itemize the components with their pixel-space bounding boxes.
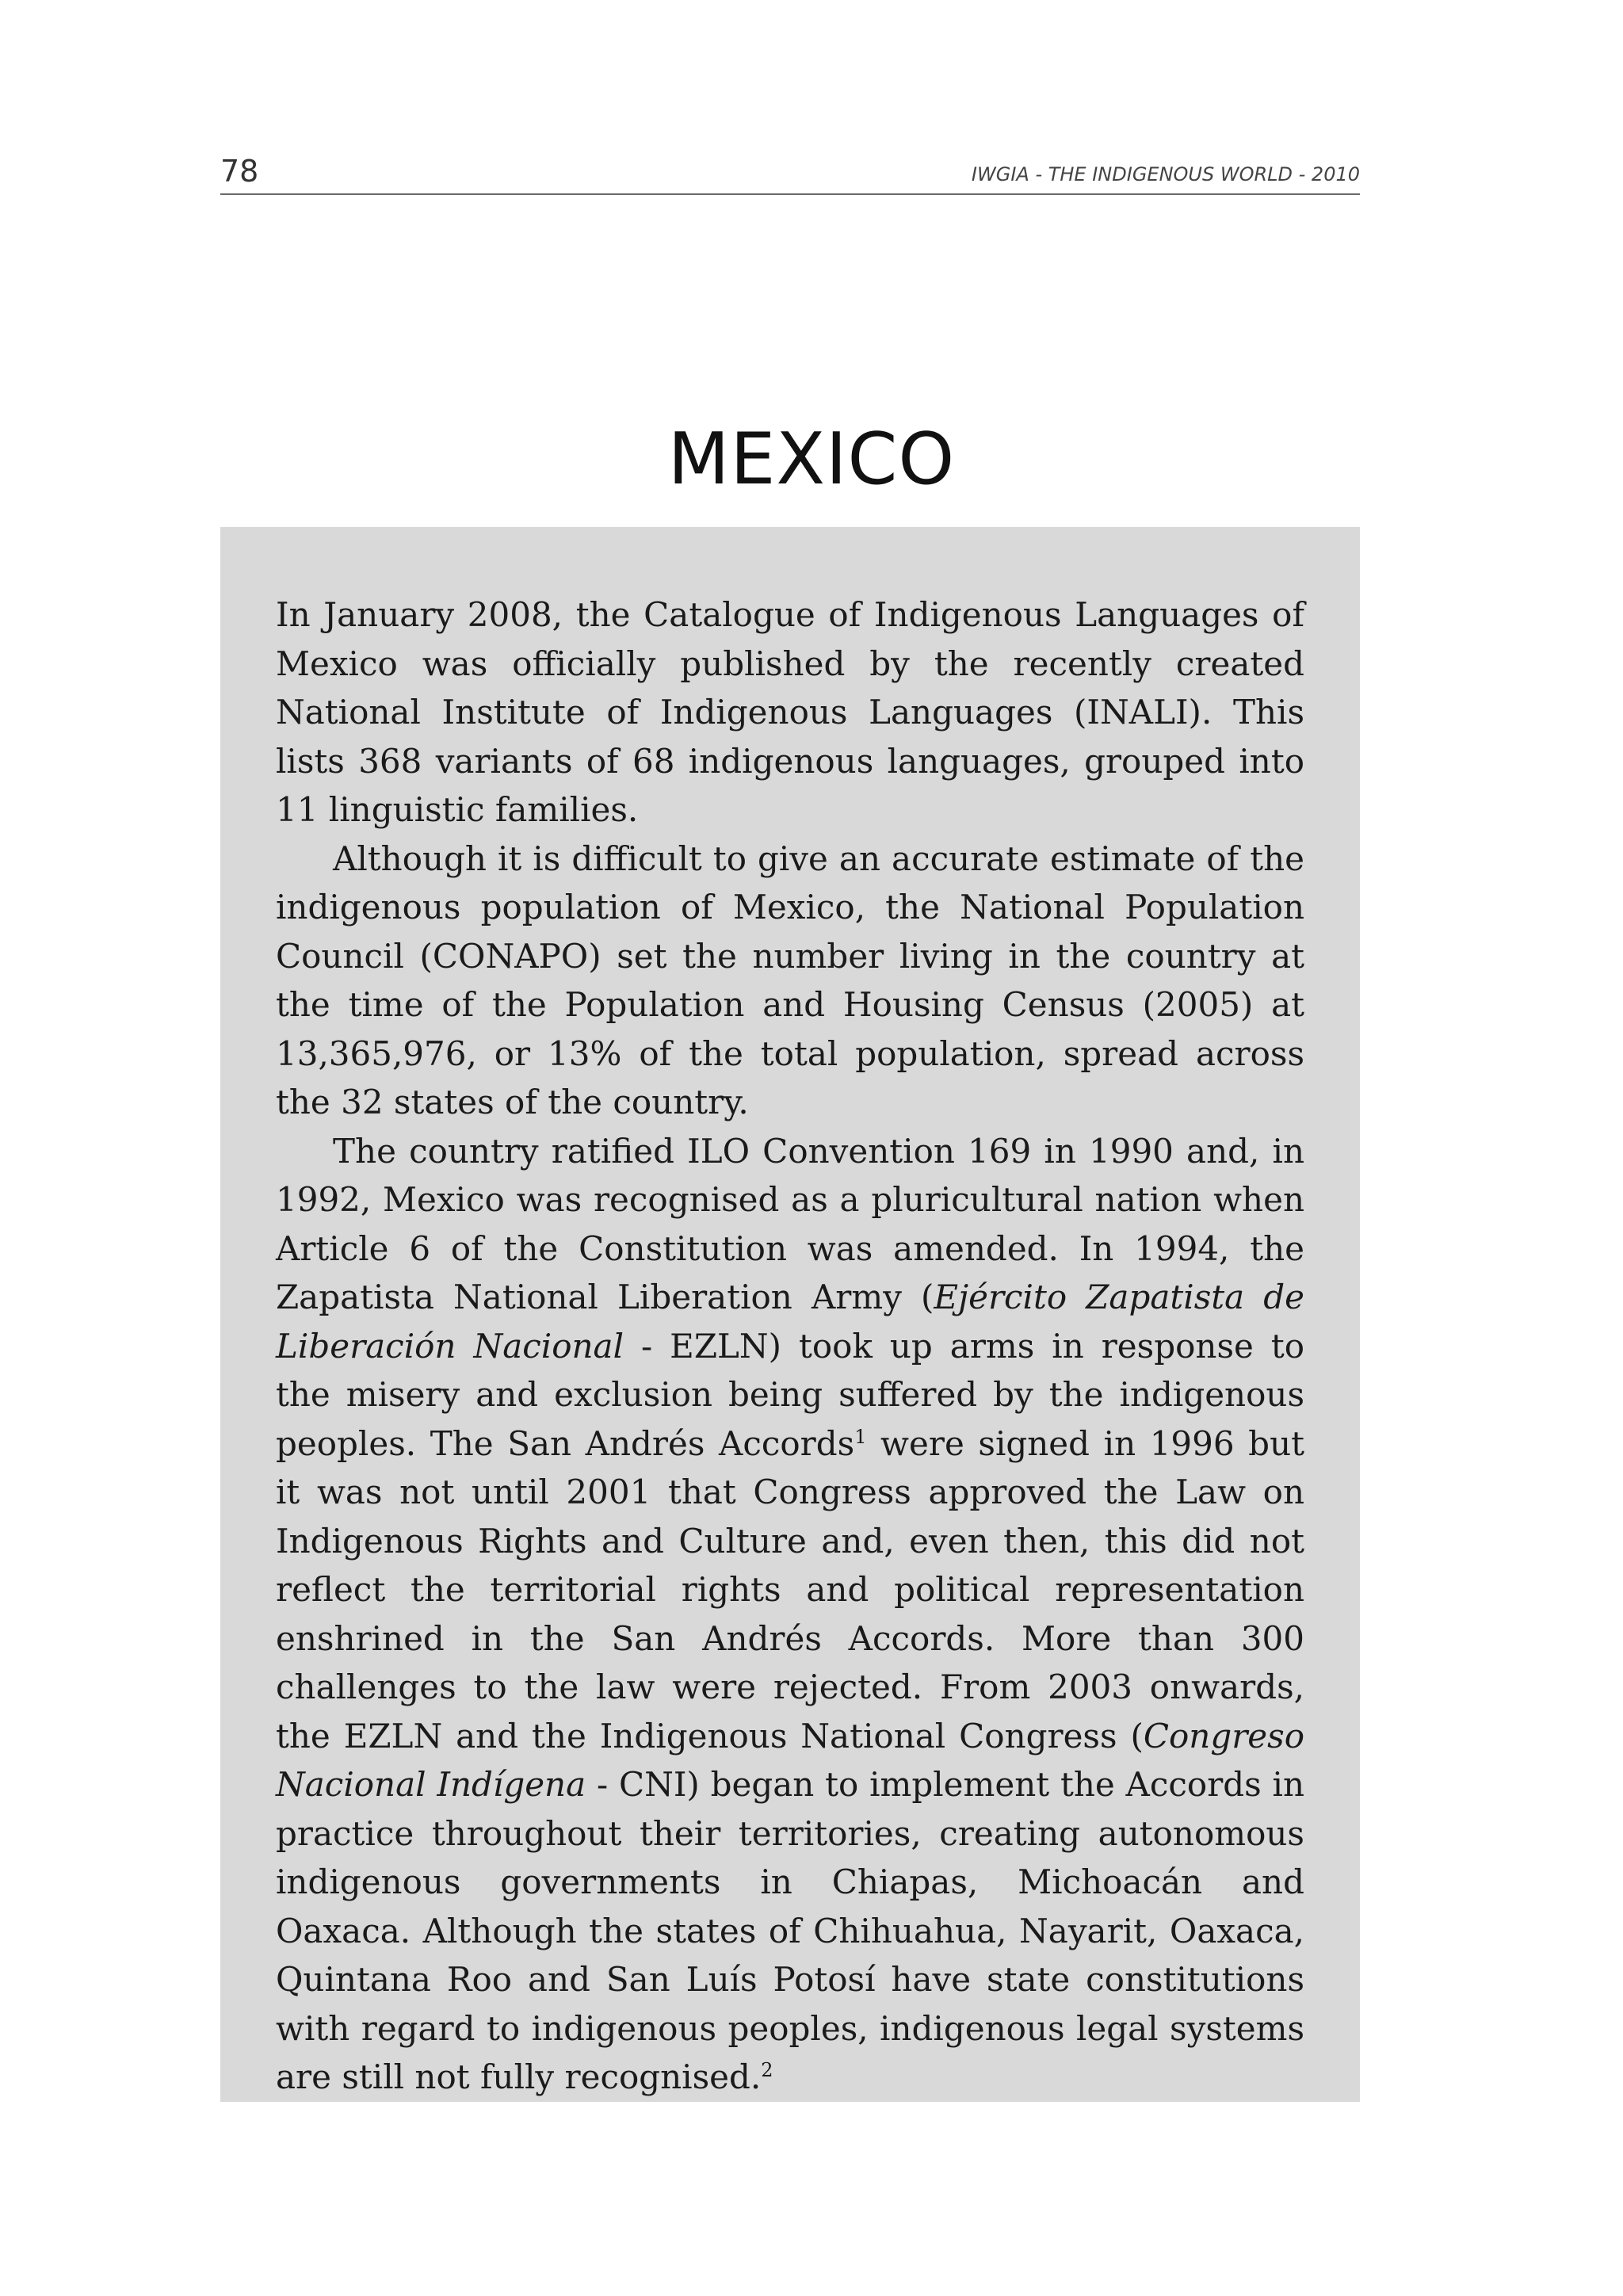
paragraph-3-text-4: - CNI) began to implement the Accords in practice throughout their territories, creating autonomous indigenous governments in Chiapas, Michoacán and Oaxaca. Although the states of Chihuahua, Nayarit, Oaxaca, Quintana Roo and San Luís Potosí have state constitutions with regard to indigenous peoples, indigenous legal systems are still not fully recognised. [276, 1765, 1304, 2096]
cni-spanish-name: Congreso Nacional Indígena [276, 1716, 1304, 1804]
footnote-ref-2: 2 [761, 2059, 773, 2081]
paragraph-1: In January 2008, the Catalogue of Indigenous Languages of Mexico was officially published by the recently created National Institute of Indigenous Languages (INALI). This lists 368 variants of 68 indigenous languages, grouped into 11 linguistic families. [276, 595, 1304, 829]
running-title: IWGIA - THE INDIGENOUS WORLD - 2010 [971, 163, 1360, 185]
ezln-spanish-name: Ejército Zapatista de Liberación Nacional [276, 1278, 1305, 1366]
page-number: 78 [220, 154, 259, 189]
summary-text [276, 590, 1304, 2102]
paragraph-3-text-2: - EZLN) took up arms in response to the misery and exclusion being suffered by the indigenous peoples. The San Andrés Accords [276, 1326, 1304, 1463]
page-header [220, 152, 1360, 195]
paragraph-3 [276, 1127, 1304, 2102]
summary-box [220, 527, 1360, 2102]
chapter-title: MEXICO [667, 418, 956, 501]
paragraph-3-text-3: were signed in 1996 but it was not until 2001 that Congress approved the Law on Indigenous Rights and Culture and, even then, this did not reflect the territorial rights and political representation enshrined in the San Andrés Accords. More than 300 challenges to the law were rejected. From 2003 onwards, the EZLN and the Indigenous National Congress ( [276, 1423, 1304, 1755]
footnote-ref-1: 1 [854, 1425, 867, 1448]
paragraph-2: Although it is difficult to give an accurate estimate of the indigenous population of Mexico, the National Population Council (CONAPO) set the number living in the country at the time of the Population and Housing Census (2005) at 13,365,976, or 13% of the total population, spread across the 32 states of the country. [276, 839, 1304, 1121]
paragraph-3-text-1: The country ratified ILO Convention 169 in 1990 and, in 1992, Mexico was recognised as a pluricultural nation when Article 6 of the Constitution was amended. In 1994, the Zapatista National Liberation Army ( [276, 1131, 1304, 1316]
